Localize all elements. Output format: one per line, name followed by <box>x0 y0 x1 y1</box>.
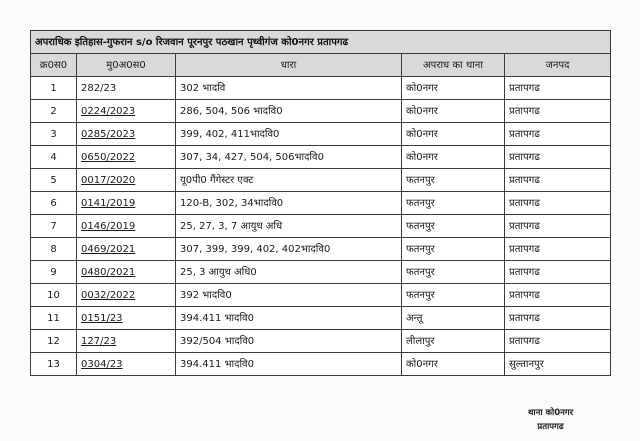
table-row <box>31 77 611 100</box>
table-row <box>31 146 611 169</box>
cell-case-number[interactable] <box>77 169 176 192</box>
cell-section: 392/504 भादवि0 <box>176 330 402 353</box>
case-number-link[interactable]: 0480/2021 <box>81 266 136 278</box>
cell-case-number[interactable] <box>77 330 176 353</box>
case-number-link[interactable]: 127/23 <box>81 335 117 347</box>
cell-section: 307, 399, 399, 402, 402भादवि0 <box>176 238 402 261</box>
cell-case-number[interactable] <box>77 238 176 261</box>
cell-section: 394.411 भादवि0 <box>176 353 402 376</box>
cell-district: सुल्तानपुर <box>505 353 611 376</box>
cell-sno: 13 <box>31 353 77 376</box>
case-number-link[interactable]: 0032/2022 <box>81 289 136 301</box>
cell-sno: 4 <box>31 146 77 169</box>
column-header-case-number: मु0अ0स0 <box>77 54 176 77</box>
signature-station: थाना को0नगर <box>528 408 574 418</box>
cell-section: 392 भादवि0 <box>176 284 402 307</box>
table-row <box>31 100 611 123</box>
cell-case-number[interactable] <box>77 123 176 146</box>
case-number-link[interactable]: 0146/2019 <box>81 220 136 232</box>
cell-sno: 9 <box>31 261 77 284</box>
cell-police-station: को0नगर <box>402 100 505 123</box>
cell-case-number[interactable] <box>77 100 176 123</box>
cell-sno: 11 <box>31 307 77 330</box>
cell-section: 307, 34, 427, 504, 506भादवि0 <box>176 146 402 169</box>
cell-district: प्रतापगढ <box>505 284 611 307</box>
cell-case-number[interactable] <box>77 307 176 330</box>
cell-district: प्रतापगढ <box>505 261 611 284</box>
signature-block <box>528 406 573 434</box>
table-row <box>31 169 611 192</box>
criminal-history-table <box>30 30 611 376</box>
table-title-row <box>31 31 611 54</box>
cell-district: प्रतापगढ <box>505 77 611 100</box>
cell-police-station: को0नगर <box>402 123 505 146</box>
cell-police-station: फतनपुर <box>402 215 505 238</box>
cell-sno: 3 <box>31 123 77 146</box>
case-number-link[interactable]: 0285/2023 <box>81 128 136 140</box>
table-row <box>31 215 611 238</box>
cell-police-station: फतनपुर <box>402 261 505 284</box>
cell-sno: 10 <box>31 284 77 307</box>
cell-police-station: फतनपुर <box>402 284 505 307</box>
cell-case-number[interactable] <box>77 353 176 376</box>
cell-section: 25, 3 आयुध अधि0 <box>176 261 402 284</box>
signature-district: प्रतापगढ <box>537 422 564 432</box>
cell-section: 25, 27, 3, 7 आयुध अधि <box>176 215 402 238</box>
cell-case-number[interactable] <box>77 284 176 307</box>
cell-district: प्रतापगढ <box>505 215 611 238</box>
case-number-link[interactable]: 0469/2021 <box>81 243 136 255</box>
cell-case-number[interactable] <box>77 192 176 215</box>
table-row <box>31 307 611 330</box>
cell-district: प्रतापगढ <box>505 169 611 192</box>
case-number-link[interactable]: 0304/23 <box>81 358 123 370</box>
cell-sno: 12 <box>31 330 77 353</box>
cell-section: 399, 402, 411भादवि0 <box>176 123 402 146</box>
table-row <box>31 353 611 376</box>
cell-police-station: को0नगर <box>402 353 505 376</box>
table-title: अपराधिक इतिहास-गुफरान s/o रिजवान पूरनपुर पठखान पृथ्वीगंज को0नगर प्रतापगढ <box>31 31 611 54</box>
cell-case-number[interactable] <box>77 261 176 284</box>
case-number-link[interactable]: 0141/2019 <box>81 197 136 209</box>
cell-police-station: अन्तू <box>402 307 505 330</box>
column-header-section: धारा <box>176 54 402 77</box>
cell-district: प्रतापगढ <box>505 123 611 146</box>
table-row <box>31 330 611 353</box>
case-number-link[interactable]: 0151/23 <box>81 312 123 324</box>
cell-section: 120-B, 302, 34भादवि0 <box>176 192 402 215</box>
cell-section: 286, 504, 506 भादवि0 <box>176 100 402 123</box>
cell-district: प्रतापगढ <box>505 238 611 261</box>
case-number-link[interactable]: 0650/2022 <box>81 151 136 163</box>
cell-sno: 7 <box>31 215 77 238</box>
cell-section: 302 भादवि <box>176 77 402 100</box>
cell-case-number[interactable] <box>77 146 176 169</box>
column-header-sno: क्र0स0 <box>31 54 77 77</box>
table-row <box>31 192 611 215</box>
cell-police-station: को0नगर <box>402 146 505 169</box>
table-row <box>31 123 611 146</box>
cell-sno: 1 <box>31 77 77 100</box>
cell-sno: 5 <box>31 169 77 192</box>
table-header-row <box>31 54 611 77</box>
cell-sno: 8 <box>31 238 77 261</box>
cell-district: प्रतापगढ <box>505 330 611 353</box>
cell-district: प्रतापगढ <box>505 192 611 215</box>
table-row <box>31 261 611 284</box>
cell-case-number[interactable] <box>77 215 176 238</box>
table-row <box>31 238 611 261</box>
cell-police-station: फतनपुर <box>402 169 505 192</box>
cell-district: प्रतापगढ <box>505 100 611 123</box>
cell-district: प्रतापगढ <box>505 146 611 169</box>
cell-section: यू0पी0 गैंगेस्टर एक्ट <box>176 169 402 192</box>
column-header-police-station: अपराध का थाना <box>402 54 505 77</box>
cell-sno: 2 <box>31 100 77 123</box>
cell-district: प्रतापगढ <box>505 307 611 330</box>
cell-police-station: फतनपुर <box>402 192 505 215</box>
column-header-district: जनपद <box>505 54 611 77</box>
cell-sno: 6 <box>31 192 77 215</box>
table-row <box>31 284 611 307</box>
cell-police-station: फतनपुर <box>402 238 505 261</box>
case-number-link[interactable]: 0017/2020 <box>81 174 136 186</box>
case-number-link[interactable]: 0224/2023 <box>81 105 136 117</box>
cell-section: 394.411 भादवि0 <box>176 307 402 330</box>
cell-police-station: लीलापुर <box>402 330 505 353</box>
cell-case-number: 282/23 <box>77 77 176 100</box>
cell-police-station: को0नगर <box>402 77 505 100</box>
